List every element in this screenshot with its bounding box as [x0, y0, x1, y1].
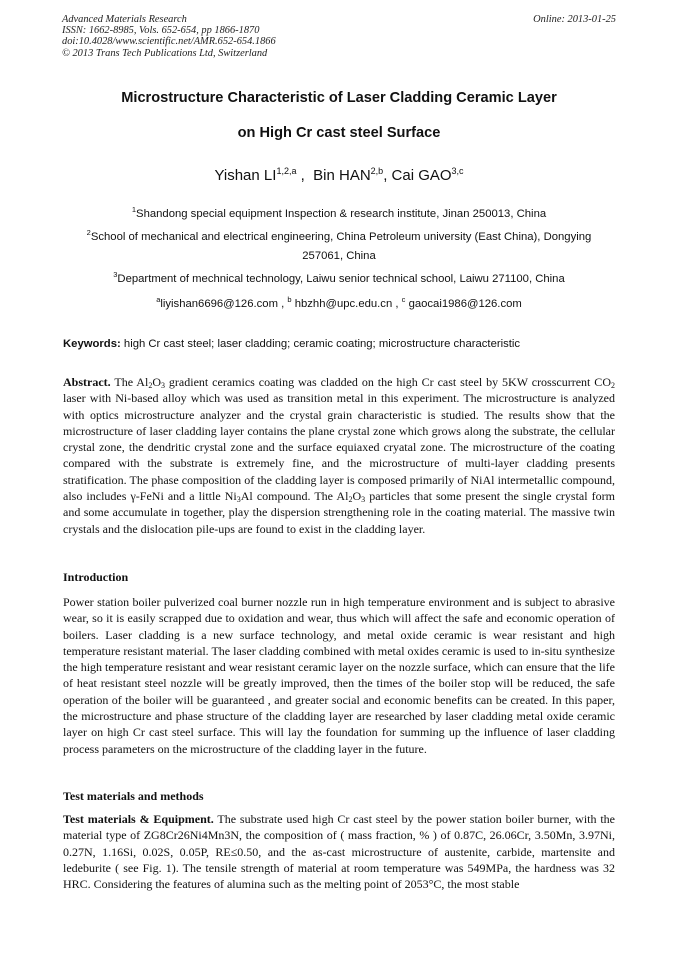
affiliation-3 — [70, 265, 608, 289]
subscript: 3 — [160, 381, 165, 390]
abstract-text: The Al — [114, 375, 149, 389]
author-name: Bin HAN — [313, 167, 371, 184]
introduction-heading: Introduction — [63, 570, 129, 584]
keywords-line — [63, 338, 618, 350]
issn-line: ISSN: 1662-8985, Vols. 652-654, pp 1866-1870 — [62, 25, 260, 37]
affiliation-mark: 2 — [86, 228, 91, 237]
abstract-paragraph — [63, 374, 615, 537]
author-name: Cai GAO — [391, 167, 452, 184]
email-mark: c — [401, 295, 406, 304]
online-date: Online: 2013-01-25 — [533, 14, 616, 25]
keywords-label: Keywords: — [63, 338, 121, 350]
journal-name: Advanced Materials Research — [62, 14, 187, 25]
author-affiliation-mark: 2,b — [370, 166, 384, 176]
copyright-line: © 2013 Trans Tech Publications Ltd, Switzerland — [62, 47, 268, 59]
author-affiliation-mark: 3,c — [451, 166, 464, 176]
abstract-text: Al compound. The Al — [240, 489, 349, 504]
abstract-text: particles that some present the single crystal form and some accumulate in together, play the dispersion strengthening role in the coating material. The massive twin crystals and the dislocation pile-ups are found to exist in the cladding layer. — [63, 489, 616, 536]
journal-header — [62, 14, 616, 59]
author-separator: , — [383, 167, 392, 184]
doi-line[interactable]: doi:10.4028/www.scientific.net/AMR.652-654.1866 — [62, 36, 276, 48]
affiliation-mark: 3 — [113, 270, 118, 279]
email-c-link[interactable]: gaocai1986@126.com — [408, 297, 522, 310]
keywords-text: high Cr cast steel; laser cladding; ceramic coating; microstructure characteristic — [123, 338, 521, 350]
affiliation-text-continued: 257061, China — [302, 249, 376, 262]
affiliation-text: Department of mechnical technology, Laiwu senior technical school, Laiwu 271100, China — [117, 272, 565, 285]
subscript: 2 — [348, 495, 353, 505]
author-affiliation-mark: 1,2,a — [276, 166, 297, 176]
email-b-link[interactable]: hbzhh@upc.edu.cn — [294, 297, 393, 310]
methods-heading: Test materials and methods — [63, 789, 204, 803]
affiliation-1 — [70, 200, 608, 224]
author-list — [40, 166, 638, 184]
abstract-label: Abstract. — [63, 375, 111, 389]
abstract-text: gradient ceramics coating was cladded on the high Cr cast steel by 5KW crosscurrent CO — [164, 375, 611, 389]
affiliation-text: Shandong special equipment Inspection & research institute, Jinan 250013, China — [136, 207, 547, 220]
affiliation-text: School of mechanical and electrical engineering, China Petroleum university (East China), Dongying — [90, 230, 592, 243]
methods-paragraph — [63, 811, 615, 892]
subscript: 2 — [610, 381, 615, 390]
author-separator: , — [296, 167, 314, 184]
subscript: 3 — [361, 495, 366, 505]
email-mark: b — [287, 295, 292, 304]
email-mark: a — [156, 295, 161, 304]
author-name: Yishan LI — [214, 167, 277, 184]
abstract-text: O — [152, 375, 161, 389]
email-line: $^a$liyishan6696@126.com , $^b$ hbzhh@upc.edu.cn , $^c$ gaocai1986@126.com — [156, 295, 522, 310]
affiliation-mark: 1 — [131, 205, 137, 214]
email-a-link[interactable]: liyishan6696@126.com — [160, 297, 278, 310]
abstract-text: laser with Ni-based alloy which was used as transition metal in this experiment. The microstructure is analyzed with optics microstructure analyzer and the crystal grain characteristic is studied. The results show that the microstructure of laser cladding layer contains the plane crystal zone which grows along the substrate, the cellular crystal zone, the dendritic crystal zone and the surface equiaxed cryatal zone. The microstructure of the coating compared with the substrate is extremely fine, and the microstructure of multi-layer cladding presents stratification. The phase composition of the cladding layer is composed primarily of NiAl intermetallic compound, also includes γ-FeNi and a little Ni — [63, 391, 615, 504]
paper-title-line-2: on High Cr cast steel Surface — [237, 125, 441, 141]
paper-title-line-1: Microstructure Characteristic of Laser Cladding Ceramic Layer — [121, 90, 557, 106]
subscript: 3 — [236, 495, 241, 505]
introduction-paragraph: Power station boiler pulverized coal burner nozzle run in high temperature environment and is subject to abrasive wear, so it is easily scrapped due to oxidation and wear, thus which will affect the safe and economic operation of boilers. Laser cladding is a new surface technology, and metal oxide ceramic is wear resistant and high temperature resistant material. The laser cladding combined with metal oxides ceramic is used to in-situ synthesize the high temperature resistant and wear resistant ceramic layer on the nozzle surface, which can ensure that the life of heat resistant steel nozzle will be greatly improved, then the times of the boiler stop will be reduced, the safe operation of the boiler will be guaranteed , and greater social and economic benefits can be created. In this paper, the microstructure and phase structure of the cladding layer are researched by laser cladding metal oxide ceramic layer on high Cr cast steel surface. This will lay the foundation for summing up the influence of laser cladding process parameters on the microstructure of the cladding layer in the future. — [63, 595, 615, 756]
subscript: 2 — [148, 381, 153, 390]
methods-label: Test materials & Equipment. — [63, 812, 214, 826]
methods-text: The substrate used high Cr cast steel by the power station boiler burner, with the material type of ZG8Cr26Ni4Mn3N, the composition of ( mass fraction, % ) of 0.87C, 26.06Cr, 3.50Mn, 3.97Ni, 0.27N, 1.16Si, 0.02S, 0.05P, RE≤0.50, and the as-cast microstructure of austenite, carbide, martensite and ledeburite ( see Fig. 1). The tensile strength of material at room temperature was 549MPa, the hardness was 32 HRC. Considering the features of alumina such as the melting point of 2053°C, the most stable — [63, 812, 615, 892]
abstract-text: O — [352, 489, 362, 504]
affiliation-2 — [60, 223, 618, 266]
